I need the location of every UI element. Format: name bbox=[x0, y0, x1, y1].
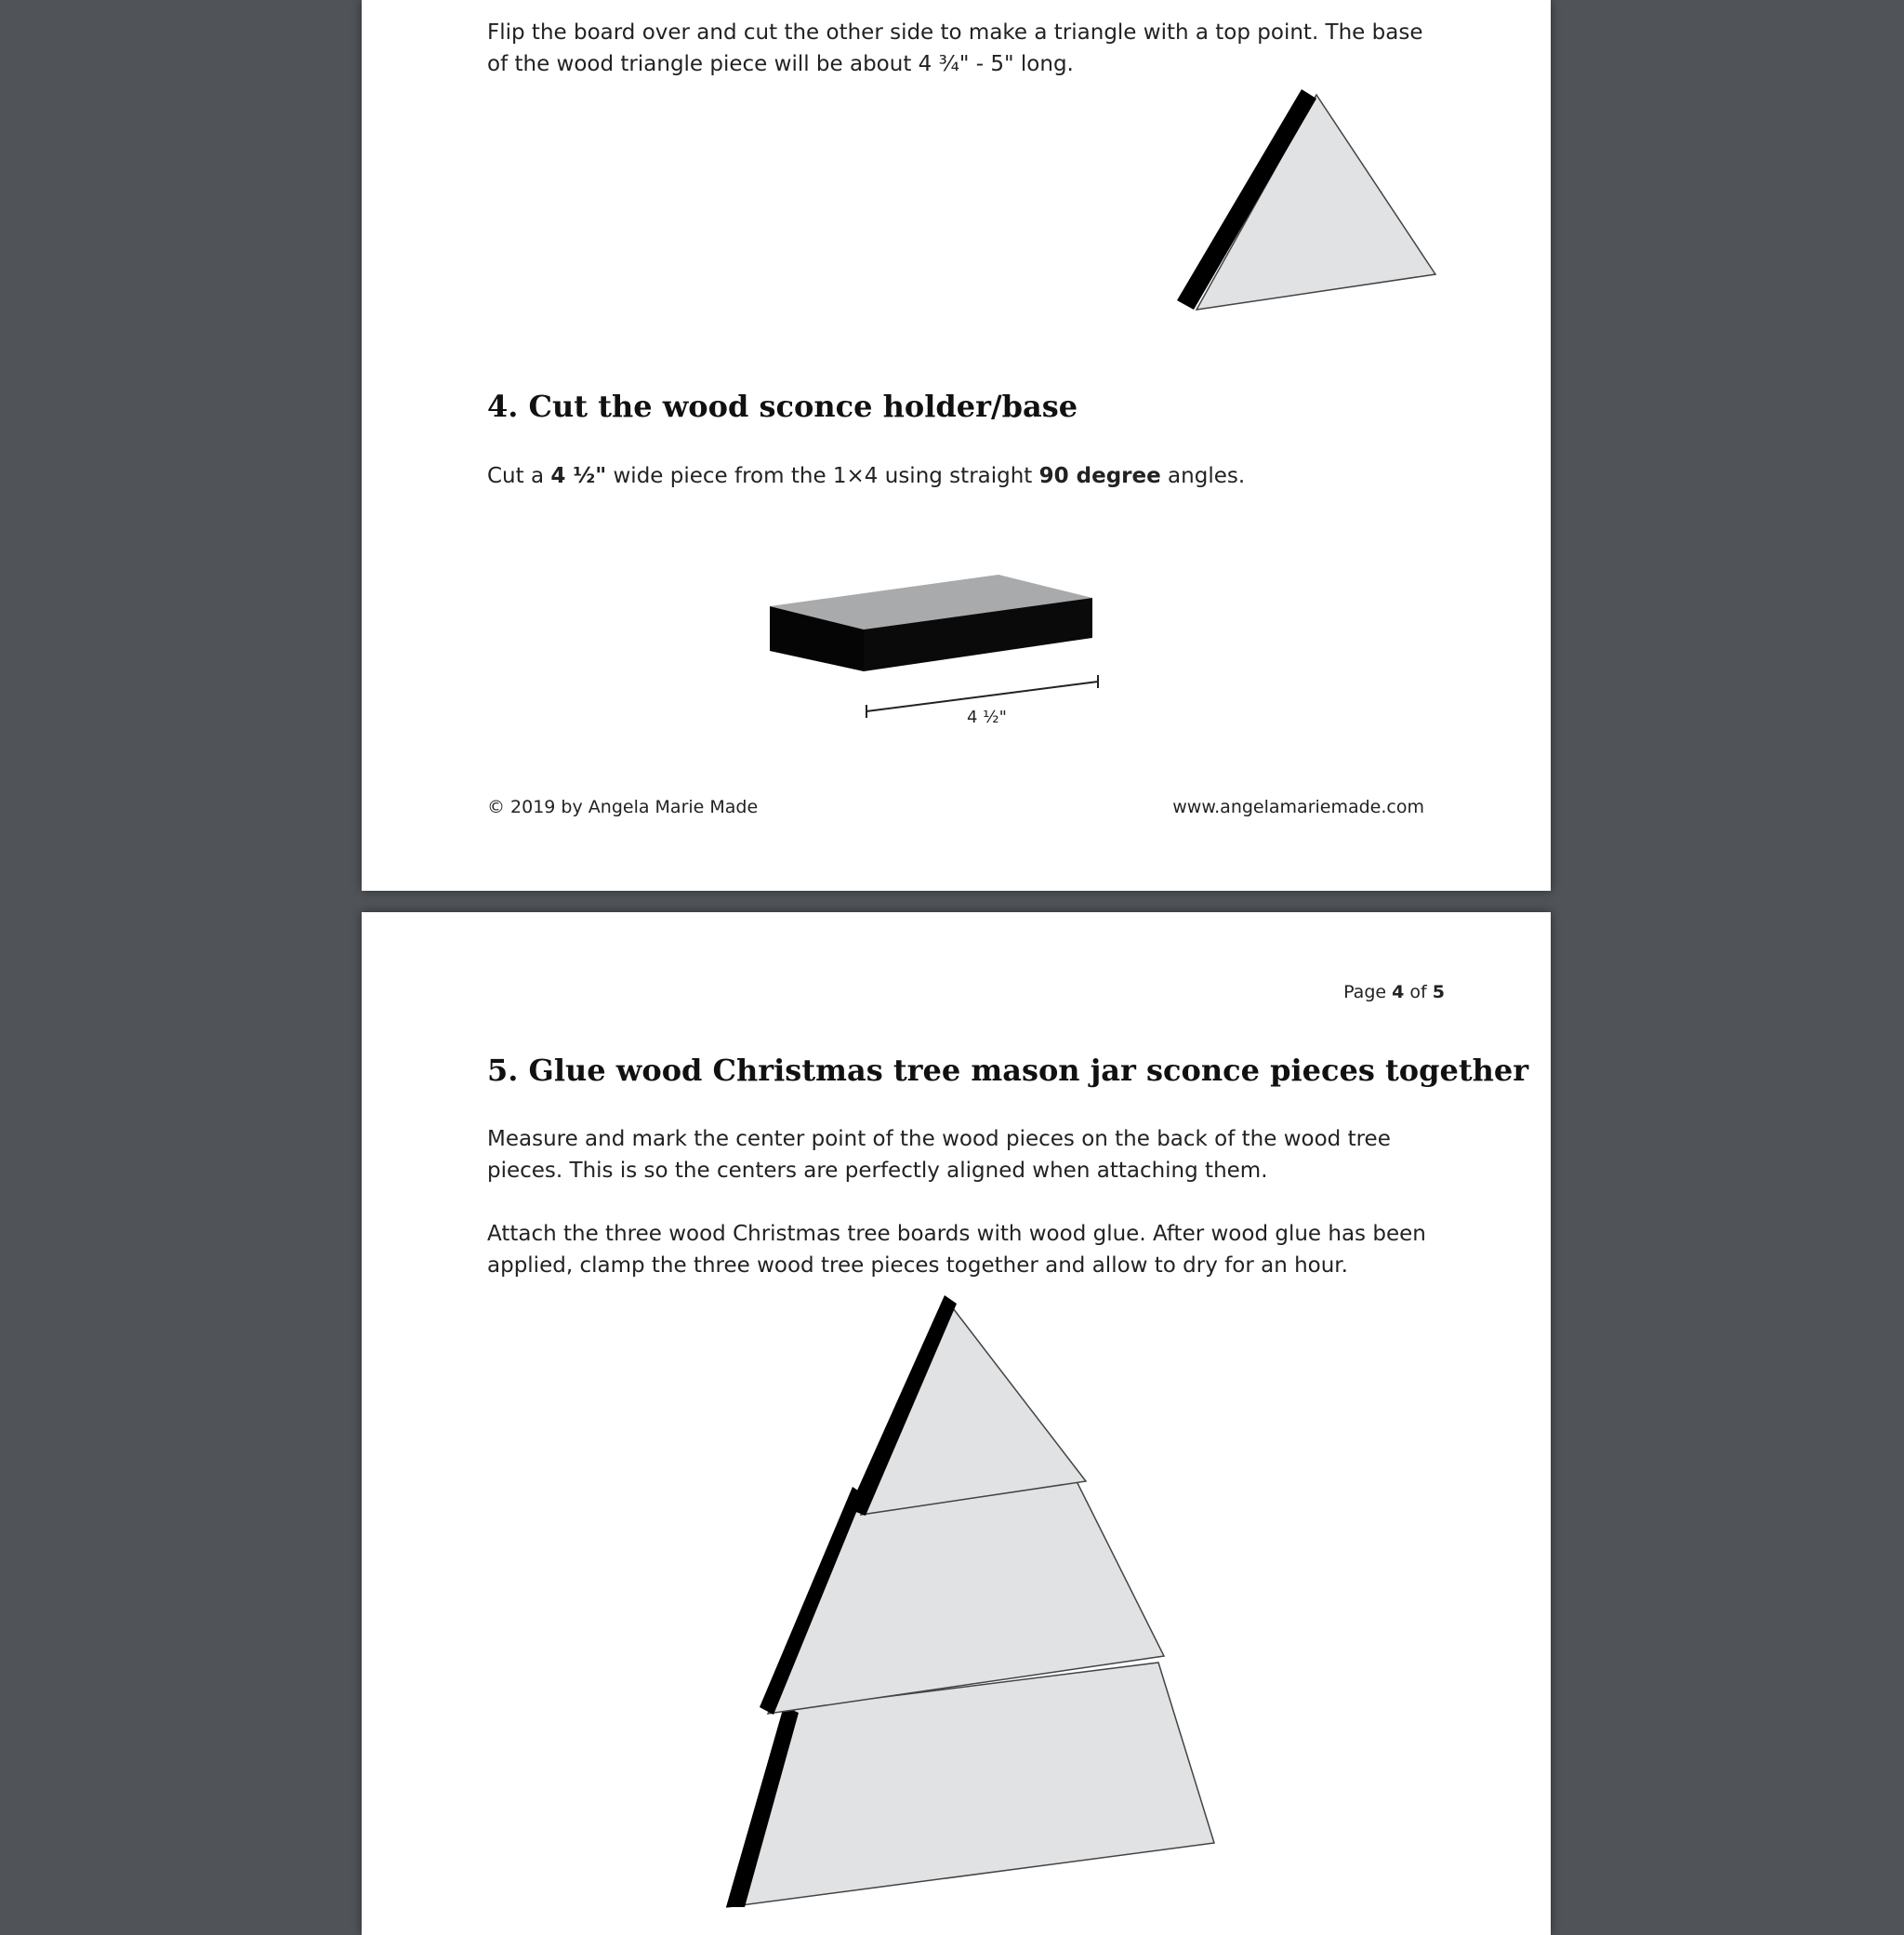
board-illustration bbox=[362, 0, 1551, 891]
document-page-3 bbox=[362, 0, 1551, 891]
footer-website[interactable]: www.angelamariemade.com bbox=[1172, 797, 1424, 817]
tree-illustration bbox=[362, 912, 1551, 1935]
width-value: 4 ½" bbox=[550, 464, 607, 488]
step-5-paragraph-2: Attach the three wood Christmas tree boards with wood glue. After wood glue has been applied, clamp the three wood tree pieces together and allow to dry for an hour. bbox=[487, 1222, 1426, 1278]
page-number: Page 4 of 5 bbox=[1343, 982, 1445, 1002]
angle-value: 90 degree bbox=[1038, 464, 1161, 488]
step-4-heading: 4. Cut the wood sconce holder/base bbox=[487, 389, 1078, 424]
dimension-label: 4 ½" bbox=[967, 708, 1007, 727]
step-5-paragraph-1: Measure and mark the center point of the wood pieces on the back of the wood tree pieces. This is so the centers are perfectly aligned when attaching them. bbox=[487, 1127, 1391, 1183]
document-page-4 bbox=[362, 912, 1551, 1935]
step-4-instructions: Cut a 4 ½" wide piece from the 1×4 using straight 90 degree angles. bbox=[487, 464, 1246, 488]
footer-copyright: © 2019 by Angela Marie Made bbox=[487, 797, 759, 817]
intro-paragraph: Flip the board over and cut the other side to make a triangle with a top point. The base of the wood triangle piece will be about 4 ¾" - 5" long. bbox=[487, 20, 1423, 76]
step-5-heading: 5. Glue wood Christmas tree mason jar sconce pieces together bbox=[487, 1053, 1529, 1088]
